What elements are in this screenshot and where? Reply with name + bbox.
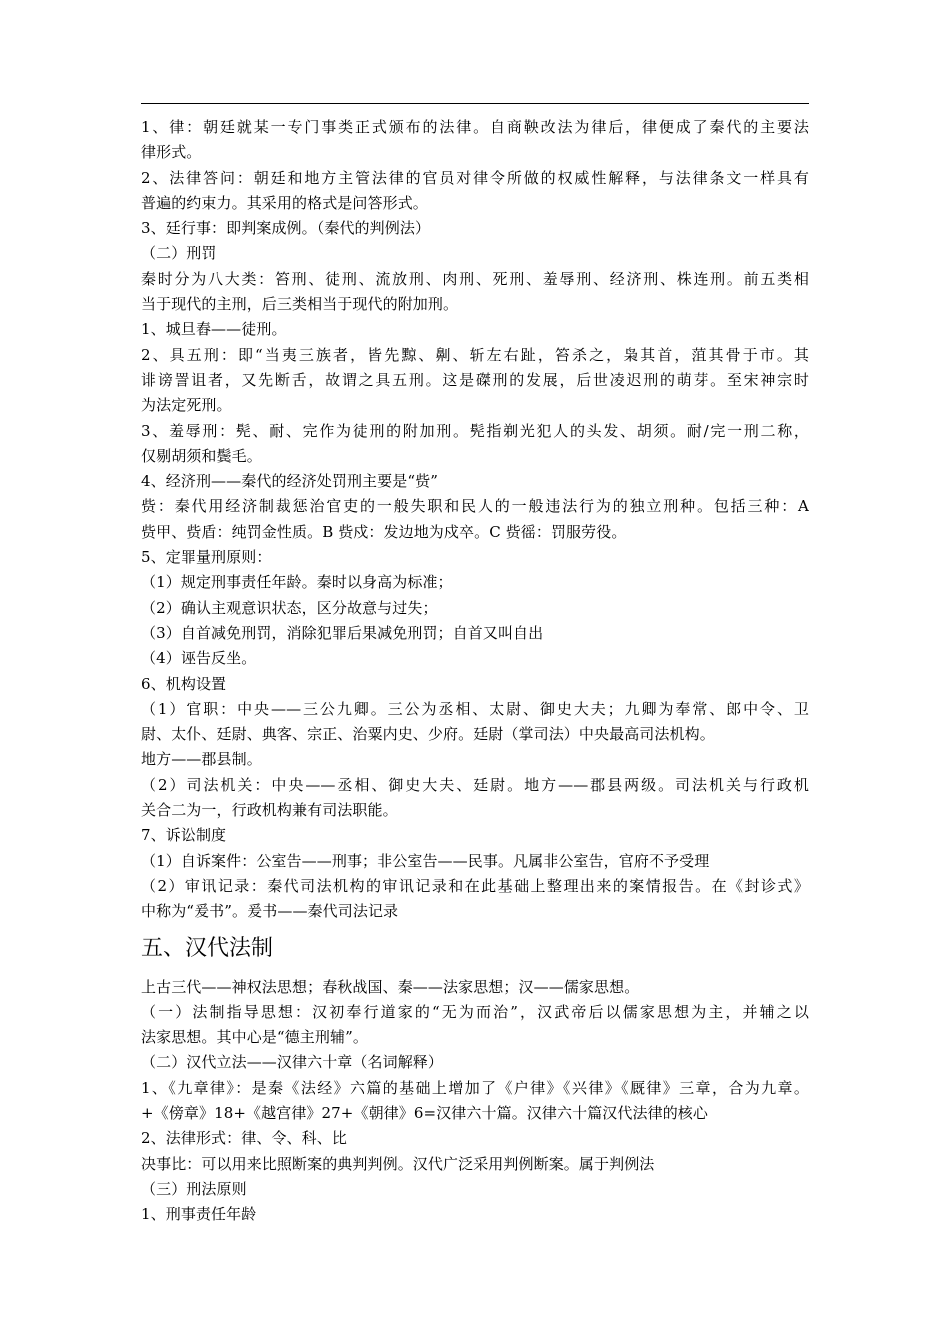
text-line: （2）司法机关：中央——丞相、御史大夫、廷尉。地方——郡县两级。司法机关与行政机 (141, 775, 809, 794)
text-line: （2）确认主观意识状态，区分故意与过失； (141, 598, 438, 617)
section-qin-law (141, 115, 809, 925)
text-line: 为法定死刑。 (141, 396, 232, 415)
text-line: （3）自首减免刑罚，消除犯罪后果减免刑罚；自首又叫自出 (141, 623, 544, 642)
text-line: （三）刑法原则 (141, 1179, 247, 1198)
text-line: 当于现代的主刑，后三类相当于现代的附加刑。 (141, 295, 459, 314)
text-line: 法家思想。其中心是“德主刑辅”。 (141, 1028, 368, 1047)
text-line: 1、刑事责任年龄 (141, 1205, 257, 1224)
text-line: 赀：秦代用经济制裁惩治官吏的一般失职和民人的一般违法行为的独立刑种。包括三种：A (141, 497, 809, 516)
text-line: 决事比：可以用来比照断案的典判判例。汉代广泛采用判例断案。属于判例法 (141, 1154, 655, 1173)
text-line: 4、经济刑——秦代的经济处罚刑主要是“赀” (141, 472, 438, 491)
text-line: （二）刑罚 (141, 244, 217, 263)
text-line: （1）规定刑事责任年龄。秦时以身高为标准； (141, 573, 453, 592)
text-line: 3、廷行事：即判案成例。（秦代的判例法） (141, 219, 431, 238)
text-line: 5、定罪量刑原则： (141, 548, 272, 567)
text-line: （一）法制指导思想：汉初奉行道家的“无为而治”，汉武帝后以儒家思想为主，并辅之以 (141, 1002, 809, 1021)
text-line: 6、机构设置 (141, 674, 227, 693)
document-body (141, 115, 809, 1227)
text-line: 2、法律答问：朝廷和地方主管法律的官员对律令所做的权威性解释，与法律条文一样具有 (141, 168, 809, 187)
text-line: 1、《九章律》：是秦《法经》六篇的基础上增加了《户律》《兴律》《厩律》三章，合为九章。 (141, 1078, 809, 1097)
text-line: 诽谤詈诅者，又先断舌，故谓之具五刑。这是磔刑的发展，后世凌迟刑的萌芽。至宋神宗时 (141, 370, 809, 389)
text-line: 尉、太仆、廷尉、典客、宗正、治粟内史、少府。廷尉（掌司法）中央最高司法机构。 (141, 725, 715, 744)
section-heading: 五、汉代法制 (141, 935, 274, 961)
text-line: （1）自诉案件：公室告——刑事；非公室告——民事。凡属非公室告，官府不予受理 (141, 851, 710, 870)
text-line: 1、城旦舂——徒刑。 (141, 320, 287, 339)
text-line: （2）审讯记录：秦代司法机构的审讯记录和在此基础上整理出来的案情报告。在《封诊式》 (141, 876, 809, 895)
text-line: 1、律：朝廷就某一专门事类正式颁布的法律。自商鞅改法为律后，律便成了秦代的主要法 (141, 118, 809, 136)
text-line: 2、法律形式：律、令、科、比 (141, 1129, 347, 1148)
text-line: 中称为“爰书”。爰书——秦代司法记录 (141, 902, 399, 921)
text-line: （1）官职：中央——三公九卿。三公为丞相、太尉、御史大夫；九卿为奉常、郎中令、卫 (141, 699, 809, 718)
section-han-law (141, 975, 809, 1228)
text-line: 关合二为一，行政机构兼有司法职能。 (141, 801, 398, 820)
text-line: 普遍的约束力。其采用的格式是问答形式。 (141, 193, 428, 212)
text-line: 7、诉讼制度 (141, 826, 227, 845)
text-line: +《傍章》18+《越宫律》27+《朝律》6=汉律六十篇。汉律六十篇汉代法律的核心 (141, 1103, 708, 1122)
text-line: 律形式。 (141, 143, 202, 162)
text-line: 仅剔胡须和鬓毛。 (141, 446, 262, 465)
text-line: 2、具五刑：即“当夷三族者，皆先黥、劓、斩左右趾，笞杀之，枭其首，菹其骨于市。其 (141, 345, 809, 364)
header-rule (141, 103, 809, 104)
text-line: 3、羞辱刑：髡、耐、完作为徒刑的附加刑。髡指剃光犯人的头发、胡须。耐/完一刑二称， (141, 421, 809, 440)
text-line: 上古三代——神权法思想；春秋战国、秦——法家思想；汉——儒家思想。 (141, 977, 640, 996)
text-line: 赀甲、赀盾：纯罚金性质。B 赀戍：发边地为戍卒。C 赀徭：罚服劳役。 (141, 522, 627, 541)
text-line: （4）诬告反坐。 (141, 649, 257, 668)
text-line: 秦时分为八大类：笞刑、徒刑、流放刑、肉刑、死刑、羞辱刑、经济刑、株连刑。前五类相 (141, 269, 809, 288)
text-line: （二）汉代立法——汉律六十章（名词解释） (141, 1053, 444, 1072)
text-line: 地方——郡县制。 (141, 750, 262, 769)
